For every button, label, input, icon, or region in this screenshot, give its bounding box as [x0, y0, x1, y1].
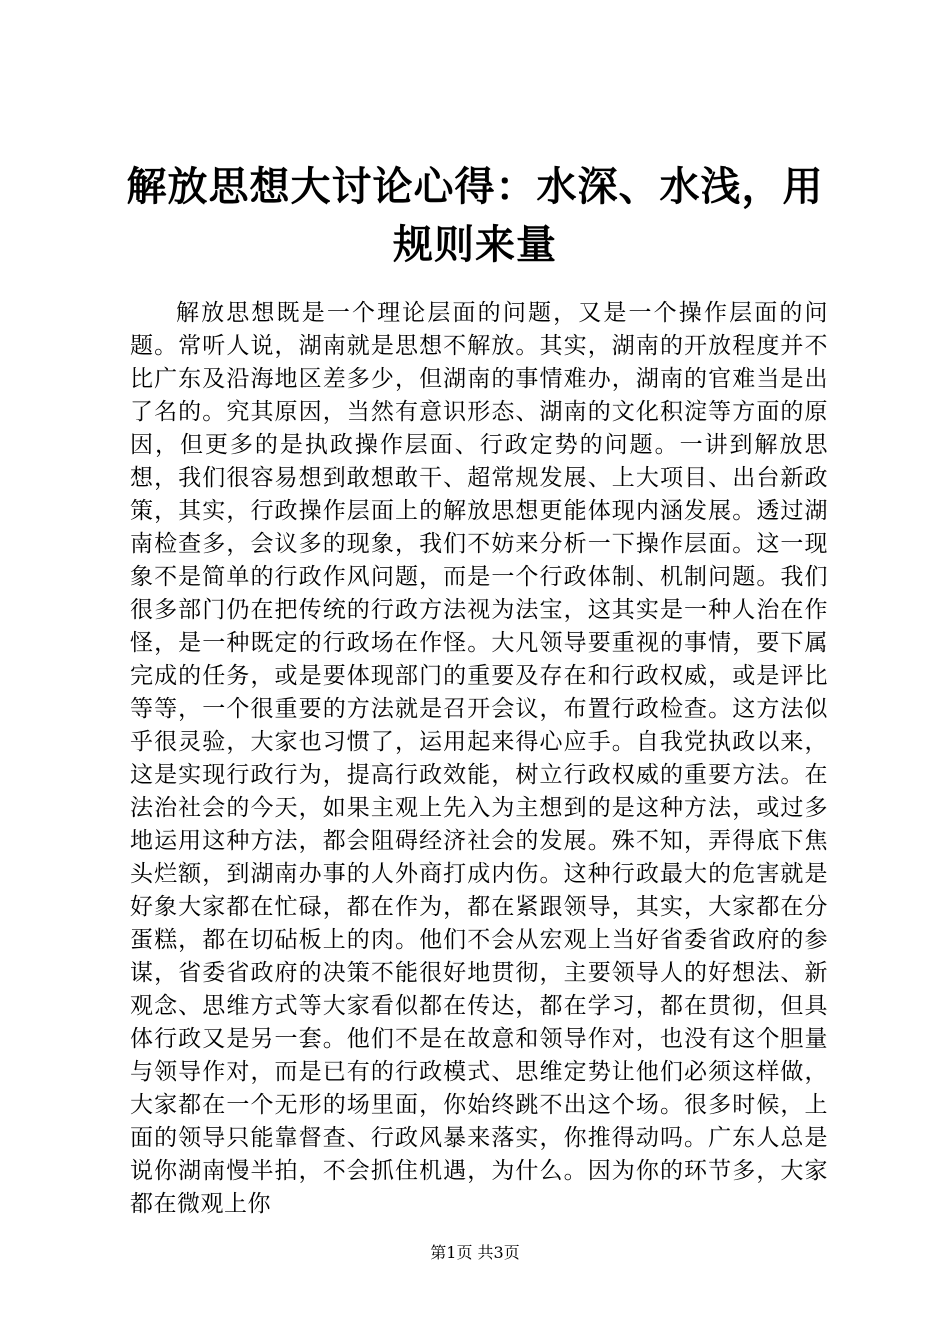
body-paragraph: 解放思想既是一个理论层面的问题，又是一个操作层面的问题。常听人说，湖南就是思想不解放。其实，湖南的开放程度并不比广东及沿海地区差多少，但湖南的事情难办，湖南的官难当是出了名的。究其原因，当然有意识形态、湖南的文化积淀等方面的原因，但更多的是执政操作层面、行政定势的问题。一讲到解放思想，我们很容易想到敢想敢干、超常规发展、上大项目、出台新政策，其实，行政操作层面上的解放思想更能体现内涵发展。透过湖南检查多，会议多的现象，我们不妨来分析一下操作层面。这一现象不是简单的行政作风问题，而是一个行政体制、机制问题。我们很多部门仍在把传统的行政方法视为法宝，这其实是一种人治在作怪，是一种既定的行政场在作怪。大凡领导要重视的事情，要下属完成的任务，或是要体现部门的重要及存在和行政权威，或是评比等等，一个很重要的方法就是召开会议，布置行政检查。这方法似乎很灵验，大家也习惯了，运用起来得心应手。自我党执政以来，这是实现行政行为，提高行政效能，树立行政权威的重要方法。在法治社会的今天，如果主观上先入为主想到的是这种方法，或过多地运用这种方法，都会阻碍经济社会的发展。殊不知，弄得底下焦头烂额，到湖南办事的人外商打成内伤。这种行政最大的危害就是好象大家都在忙碌，都在作为，都在紧跟领导，其实，大家都在分蛋糕，都在切砧板上的肉。他们不会从宏观上当好省委省政府的参谋，省委省政府的决策不能很好地贯彻，主要领导人的好想法、新观念、思维方式等大家看似都在传达，都在学习，都在贯彻，但具体行政又是另一套。他们不是在故意和领导作对，也没有这个胆量与领导作对，而是已有的行政模式、思维定势让他们必须这样做，大家都在一个无形的场里面，你始终跳不出这个场。很多时候，上面的领导只能靠督查、行政风暴来落实，你推得动吗。广东人总是说你湖南慢半拍，不会抓住机遇，为什么。因为你的环节多，大家都在微观上你: [130, 300, 828, 1217]
page-number-footer: 第1页 共3页: [430, 1243, 520, 1262]
document-title: 解放思想大讨论心得：水深、水浅，用规则来量: [126, 163, 824, 268]
